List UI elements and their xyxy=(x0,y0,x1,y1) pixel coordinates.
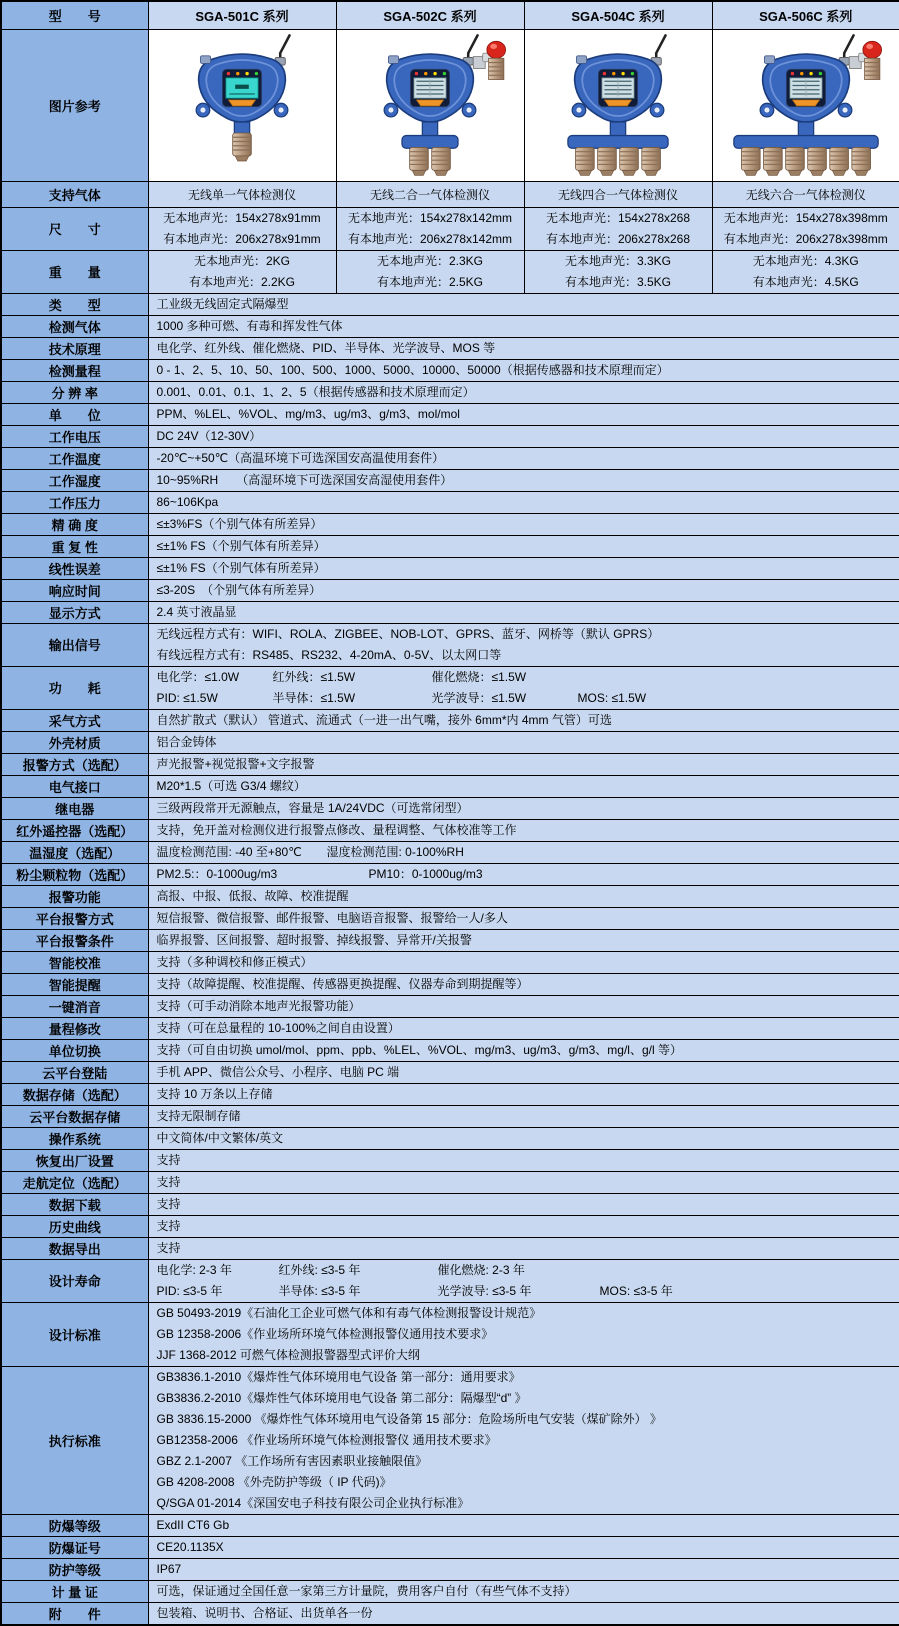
table-row xyxy=(1,513,899,535)
product-image-cell xyxy=(524,29,712,181)
dimension-cell xyxy=(148,207,336,250)
row-label-cell: 线性误差 xyxy=(1,557,148,579)
row-label-cell: 输出信号 xyxy=(1,623,148,666)
spec-value-cell xyxy=(148,666,899,709)
row-label-cell: 走航定位（选配） xyxy=(1,1171,148,1193)
table-row xyxy=(1,951,899,973)
model-header-cell: 型 号 xyxy=(1,1,148,29)
image-row-label-cell: 图片参考 xyxy=(1,29,148,181)
table-row xyxy=(1,491,899,513)
spec-value-cell xyxy=(148,1149,899,1171)
table-row xyxy=(1,1215,899,1237)
spec-line: PPM、%LEL、%VOL、mg/m3、ug/m3、g/m3、mol/mol xyxy=(156,406,460,421)
spec-line: GB3836.2-2010《爆炸性气体环境用电气设备 第二部分：隔爆型“d” 》 xyxy=(156,1390,527,1405)
spec-value-cell xyxy=(148,907,899,929)
spec-value-cell xyxy=(148,447,899,469)
table-row xyxy=(1,1017,899,1039)
spec-line: 临界报警、区间报警、超时报警、掉线报警、异常开/关报警 xyxy=(156,932,472,947)
table-row xyxy=(1,1514,899,1536)
row-label-cell: 单 位 xyxy=(1,403,148,425)
spec-line: M20*1.5（可选 G3/4 螺纹） xyxy=(156,778,306,793)
spec-line xyxy=(157,1260,892,1281)
row-label-cell: 电气接口 xyxy=(1,775,148,797)
spec-line: 支持（故障提醒、校准提醒、传感器更换提醒、仪器寿命到期提醒等） xyxy=(156,976,529,991)
row-label-cell: 重 量 xyxy=(1,250,148,293)
row-label-cell: 防护等级 xyxy=(1,1558,148,1580)
table-row xyxy=(1,1558,899,1580)
spec-line: 支持 xyxy=(156,1240,181,1255)
table-row xyxy=(1,1193,899,1215)
row-label-cell: 报警方式（选配） xyxy=(1,753,148,775)
table-row xyxy=(1,579,899,601)
spec-line: 支持 xyxy=(156,1196,181,1211)
row-label-cell: 云平台登陆 xyxy=(1,1061,148,1083)
spec-line: 支持（可手动消除本地声光报警功能） xyxy=(156,998,361,1013)
spec-line: 无本地声光：154x278x268 xyxy=(545,210,691,225)
row-label-cell: 报警功能 xyxy=(1,885,148,907)
spec-value-cell xyxy=(148,1536,899,1558)
spec-segment: 电化学: 2-3 年 xyxy=(156,1262,232,1277)
table-row xyxy=(1,929,899,951)
row-label-cell: 工作温度 xyxy=(1,447,148,469)
table-row xyxy=(1,1083,899,1105)
spec-segment: 红外线: ≤3-5 年 xyxy=(278,1262,361,1277)
row-label-cell: 工作电压 xyxy=(1,425,148,447)
table-row xyxy=(1,973,899,995)
spec-segment: 催化燃烧：≤1.5W xyxy=(431,669,527,684)
spec-line: 中文简体/中文繁体/英文 xyxy=(156,1130,284,1145)
table-row xyxy=(1,1366,899,1514)
spec-line: 有本地声光：4.5KG xyxy=(752,274,859,289)
row-label-cell: 精 确 度 xyxy=(1,513,148,535)
spec-value-cell xyxy=(148,995,899,1017)
weight-cell xyxy=(148,250,336,293)
spec-value-cell xyxy=(148,1193,899,1215)
spec-value-cell xyxy=(148,1366,899,1514)
spec-segment: PM2.5:：0-1000ug/m3 xyxy=(156,866,278,881)
spec-segment: 湿度检测范围: 0-100%RH xyxy=(326,844,464,859)
table-row xyxy=(1,907,899,929)
table-row xyxy=(1,359,899,381)
spec-value-cell xyxy=(148,491,899,513)
row-label-cell: 支持气体 xyxy=(1,181,148,207)
spec-line: 手机 APP、微信公众号、小程序、电脑 PC 端 xyxy=(156,1064,400,1079)
table-row xyxy=(1,207,899,250)
spec-value-cell xyxy=(148,1259,899,1302)
row-label-cell: 红外遥控器（选配） xyxy=(1,819,148,841)
spec-line: 无本地声光：154x278x91mm xyxy=(163,210,321,225)
spec-value-cell xyxy=(148,1039,899,1061)
spec-segment: 催化燃烧: 2-3 年 xyxy=(437,1262,525,1277)
spec-line xyxy=(157,667,892,688)
row-label-cell: 平台报警方式 xyxy=(1,907,148,929)
spec-segment: 温度检测范围: -40 至+80℃ xyxy=(156,844,302,859)
spec-segment xyxy=(578,667,892,688)
spec-line xyxy=(157,1281,892,1302)
spec-line: GB3836.1-2010《爆炸性气体环境用电气设备 第一部分：通用要求》 xyxy=(156,1369,521,1384)
spec-line: 0 - 1、2、5、10、50、100、500、1000、5000、10000、50000（根据传感器和技术原理而定） xyxy=(156,362,669,377)
table-row xyxy=(1,250,899,293)
spec-line: 无本地声光：2.3KG xyxy=(376,253,484,268)
spec-value-cell xyxy=(148,535,899,557)
spec-line: 三级两段常开无源触点，容量是 1A/24VDC（可选常闭型） xyxy=(156,800,469,815)
spec-line: CE20.1135X xyxy=(156,1539,224,1554)
spec-value-cell xyxy=(148,1017,899,1039)
row-label-cell: 类 型 xyxy=(1,293,148,315)
spec-segment: 光学波导: ≤3-5 年 xyxy=(437,1283,532,1298)
spec-line xyxy=(157,688,892,709)
row-label-cell: 一键消音 xyxy=(1,995,148,1017)
spec-value-cell xyxy=(148,381,899,403)
spec-value-cell xyxy=(148,819,899,841)
spec-segment: MOS: ≤1.5W xyxy=(577,690,647,705)
product-image-cell xyxy=(148,29,336,181)
spec-line: 2.4 英寸液晶显 xyxy=(156,604,237,619)
spec-value-cell xyxy=(148,1105,899,1127)
row-label-cell: 显示方式 xyxy=(1,601,148,623)
spec-value-cell xyxy=(148,1602,899,1625)
table-row xyxy=(1,403,899,425)
spec-value-cell xyxy=(148,1580,899,1602)
row-label-cell: 防爆证号 xyxy=(1,1536,148,1558)
table-row xyxy=(1,1259,899,1302)
spec-line: GBZ 2.1-2007 《工作场所有害因素职业接触限值》 xyxy=(156,1453,428,1468)
spec-line: GB12358-2006 《作业场所环境气体检测报警仪 通用技术要求》 xyxy=(156,1432,497,1447)
row-label-cell: 单位切换 xyxy=(1,1039,148,1061)
gas-detector-illustration xyxy=(342,32,518,178)
weight-cell xyxy=(712,250,899,293)
row-label-cell: 智能校准 xyxy=(1,951,148,973)
spec-value-cell xyxy=(148,315,899,337)
table-row xyxy=(1,1237,899,1259)
series-header-cell: SGA-502C 系列 xyxy=(336,1,524,29)
detector-type-cell: 无线四合一气体检测仪 xyxy=(524,181,712,207)
row-label-cell: 量程修改 xyxy=(1,1017,148,1039)
spec-value-cell xyxy=(148,359,899,381)
spec-value-cell xyxy=(148,425,899,447)
spec-value-cell xyxy=(148,293,899,315)
row-label-cell: 数据存储（选配） xyxy=(1,1083,148,1105)
spec-value-cell xyxy=(148,709,899,731)
weight-cell xyxy=(336,250,524,293)
spec-line: ExdII CT6 Gb xyxy=(156,1517,230,1532)
spec-line: 工业级无线固定式隔爆型 xyxy=(156,296,289,311)
spec-value-cell xyxy=(148,775,899,797)
row-label-cell: 重 复 性 xyxy=(1,535,148,557)
spec-line: 支持，免开盖对检测仪进行报警点修改、量程调整、气体校准等工作 xyxy=(156,822,517,837)
table-row xyxy=(1,623,899,666)
row-label-cell: 防爆等级 xyxy=(1,1514,148,1536)
table-row xyxy=(1,469,899,491)
row-label-cell: 温湿度（选配） xyxy=(1,841,148,863)
table-row xyxy=(1,1061,899,1083)
series-header-cell: SGA-506C 系列 xyxy=(712,1,899,29)
table-row xyxy=(1,797,899,819)
spec-value-cell xyxy=(148,403,899,425)
spec-line xyxy=(157,864,892,885)
row-label-cell: 工作压力 xyxy=(1,491,148,513)
table-row xyxy=(1,1302,899,1366)
spec-line: 有本地声光：2.5KG xyxy=(376,274,484,289)
spec-value-cell xyxy=(148,1558,899,1580)
series-header-cell: SGA-501C 系列 xyxy=(148,1,336,29)
table-row xyxy=(1,29,899,181)
spec-value-cell xyxy=(148,1302,899,1366)
spec-line: Q/SGA 01-2014《深国安电子科技有限公司企业执行标准》 xyxy=(156,1495,470,1510)
table-row xyxy=(1,1039,899,1061)
row-label-cell: 数据导出 xyxy=(1,1237,148,1259)
spec-segment: 光学波导：≤1.5W xyxy=(431,690,527,705)
spec-segment: MOS: ≤3-5 年 xyxy=(599,1283,673,1298)
gas-detector-illustration xyxy=(154,32,330,178)
spec-line: -20℃~+50℃（高温环境下可选深国安高温使用套件） xyxy=(156,450,445,465)
gas-detector-illustration xyxy=(530,32,706,178)
spec-value-cell xyxy=(148,885,899,907)
spec-line: 声光报警+视觉报警+文字报警 xyxy=(156,756,315,771)
spec-value-cell xyxy=(148,1215,899,1237)
table-row xyxy=(1,1149,899,1171)
row-label-cell: 采气方式 xyxy=(1,709,148,731)
spec-value-cell xyxy=(148,841,899,863)
spec-table-body xyxy=(1,1,899,1625)
table-row xyxy=(1,181,899,207)
row-label-cell: 设计寿命 xyxy=(1,1259,148,1302)
row-label-cell: 功 耗 xyxy=(1,666,148,709)
table-row xyxy=(1,293,899,315)
spec-value-cell xyxy=(148,1514,899,1536)
spec-value-cell xyxy=(148,951,899,973)
spec-line: 支持 xyxy=(156,1152,181,1167)
spec-line: ≤±1% FS（个别气体有所差异） xyxy=(156,560,326,575)
spec-line: 无本地声光：3.3KG xyxy=(564,253,672,268)
table-row xyxy=(1,381,899,403)
row-label-cell: 云平台数据存储 xyxy=(1,1105,148,1127)
product-image-cell xyxy=(712,29,899,181)
spec-segment: 半导体: ≤3-5 年 xyxy=(278,1283,361,1298)
spec-line: 无本地声光：154x278x398mm xyxy=(723,210,888,225)
spec-line: JJF 1368-2012 可燃气体检测报警器型式评价大纲 xyxy=(156,1347,420,1362)
spec-line: 无线远程方式有：WIFI、ROLA、ZIGBEE、NOB-LOT、GPRS、蓝牙、网桥等（默认 GPRS） xyxy=(156,626,660,641)
table-row xyxy=(1,1105,899,1127)
spec-line: ≤±1% FS（个别气体有所差异） xyxy=(156,538,326,553)
spec-line: 有本地声光：206x278x91mm xyxy=(163,231,321,246)
spec-value-cell xyxy=(148,513,899,535)
table-row xyxy=(1,1171,899,1193)
spec-value-cell xyxy=(148,973,899,995)
row-label-cell: 工作湿度 xyxy=(1,469,148,491)
spec-value-cell xyxy=(148,1127,899,1149)
row-label-cell: 执行标准 xyxy=(1,1366,148,1514)
spec-line: 自然扩散式（默认） 管道式、流通式（一进一出气嘴，接外 6mm*内 4mm 气管）可选 xyxy=(156,712,612,727)
gas-detector-illustration xyxy=(718,32,894,178)
row-label-cell: 操作系统 xyxy=(1,1127,148,1149)
row-label-cell: 恢复出厂设置 xyxy=(1,1149,148,1171)
table-row xyxy=(1,535,899,557)
spec-line: DC 24V（12-30V） xyxy=(156,428,262,443)
spec-line: 支持（可在总量程的 10-100%之间自由设置） xyxy=(156,1020,400,1035)
spec-line: 有线远程方式有：RS485、RS232、4-20mA、0-5V、以太网口等 xyxy=(156,647,502,662)
spec-value-cell xyxy=(148,753,899,775)
table-row xyxy=(1,863,899,885)
spec-line: 包装箱、说明书、合格证、出货单各一份 xyxy=(156,1605,373,1620)
spec-value-cell xyxy=(148,731,899,753)
dimension-cell xyxy=(712,207,899,250)
spec-line: ≤3-20S （个别气体有所差异） xyxy=(156,582,322,597)
table-row xyxy=(1,753,899,775)
spec-line: 支持（可自由切换 umol/mol、ppm、ppb、%LEL、%VOL、mg/m3、ug/m3、g/m3、mg/l、g/l 等） xyxy=(156,1042,682,1057)
spec-value-cell xyxy=(148,863,899,885)
spec-line: 支持 xyxy=(156,1174,181,1189)
spec-line: IP67 xyxy=(156,1561,182,1576)
spec-line: 短信报警、微信报警、邮件报警、电脑语音报警、报警给一人/多人 xyxy=(156,910,508,925)
spec-line: 0.001、0.01、0.1、1、2、5（根据传感器和技术原理而定） xyxy=(156,384,475,399)
table-row xyxy=(1,447,899,469)
row-label-cell: 附 件 xyxy=(1,1602,148,1625)
row-label-cell: 数据下载 xyxy=(1,1193,148,1215)
spec-value-cell xyxy=(148,623,899,666)
spec-line: 有本地声光：3.5KG xyxy=(564,274,672,289)
spec-line: 有本地声光：2.2KG xyxy=(188,274,296,289)
table-row xyxy=(1,841,899,863)
spec-line: 支持 10 万条以上存储 xyxy=(156,1086,273,1101)
spec-value-cell xyxy=(148,797,899,819)
table-row xyxy=(1,557,899,579)
spec-line: 无本地声光：4.3KG xyxy=(752,253,859,268)
table-row xyxy=(1,1580,899,1602)
spec-value-cell xyxy=(148,1171,899,1193)
spec-line: 有本地声光：206x278x398mm xyxy=(723,231,888,246)
spec-line: 1000 多种可燃、有毒和挥发性气体 xyxy=(156,318,343,333)
spec-line: GB 12358-2006《作业场所环境气体检测报警仪通用技术要求》 xyxy=(156,1326,494,1341)
row-label-cell: 检测气体 xyxy=(1,315,148,337)
spec-line: GB 4208-2008 《外壳防护等级（ IP 代码)》 xyxy=(156,1474,392,1489)
row-label-cell: 设计标准 xyxy=(1,1302,148,1366)
table-row xyxy=(1,425,899,447)
spec-segment: PID: ≤3-5 年 xyxy=(156,1283,223,1298)
table-row xyxy=(1,885,899,907)
spec-value-cell xyxy=(148,1061,899,1083)
weight-cell xyxy=(524,250,712,293)
spec-value-cell xyxy=(148,337,899,359)
spec-segment: 半导体：≤1.5W xyxy=(272,690,356,705)
detector-type-cell: 无线六合一气体检测仪 xyxy=(712,181,899,207)
row-label-cell: 智能提醒 xyxy=(1,973,148,995)
spec-line: 电化学、红外线、催化燃烧、PID、半导体、光学波导、MOS 等 xyxy=(156,340,496,355)
detector-type-cell: 无线单一气体检测仪 xyxy=(148,181,336,207)
spec-line: 无本地声光：2KG xyxy=(193,253,290,268)
row-label-cell: 分 辨 率 xyxy=(1,381,148,403)
table-row xyxy=(1,666,899,709)
spec-segment: PM10：0-1000ug/m3 xyxy=(368,866,483,881)
table-row xyxy=(1,731,899,753)
spec-line xyxy=(157,842,892,863)
row-label-cell: 平台报警条件 xyxy=(1,929,148,951)
spec-segment: 红外线：≤1.5W xyxy=(272,669,356,684)
spec-line: 10~95%RH （高湿环境下可选深国安高湿使用套件） xyxy=(156,472,453,487)
table-row xyxy=(1,709,899,731)
spec-line: 无本地声光：154x278x142mm xyxy=(347,210,513,225)
detector-type-cell: 无线二合一气体检测仪 xyxy=(336,181,524,207)
spec-line: 支持 xyxy=(156,1218,181,1233)
spec-line: 支持无限制存储 xyxy=(156,1108,241,1123)
row-label-cell: 计 量 证 xyxy=(1,1580,148,1602)
row-label-cell: 外壳材质 xyxy=(1,731,148,753)
spec-value-cell xyxy=(148,1083,899,1105)
table-row xyxy=(1,337,899,359)
table-row xyxy=(1,1127,899,1149)
row-label-cell: 尺 寸 xyxy=(1,207,148,250)
spec-line: 86~106Kpa xyxy=(156,494,219,509)
row-label-cell: 响应时间 xyxy=(1,579,148,601)
dimension-cell xyxy=(524,207,712,250)
spec-line: 有本地声光：206x278x142mm xyxy=(347,231,513,246)
spec-segment: 电化学：≤1.0W xyxy=(156,669,240,684)
table-row xyxy=(1,819,899,841)
spec-value-cell xyxy=(148,929,899,951)
spec-value-cell xyxy=(148,557,899,579)
table-row xyxy=(1,315,899,337)
table-row xyxy=(1,1,899,29)
spec-segment xyxy=(600,1260,892,1281)
spec-value-cell xyxy=(148,1237,899,1259)
table-row xyxy=(1,775,899,797)
row-label-cell: 检测量程 xyxy=(1,359,148,381)
table-row xyxy=(1,1536,899,1558)
spec-line: GB 3836.15-2000 《爆炸性气体环境用电气设备第 15 部分：危险场所电气安装（煤矿除外） 》 xyxy=(156,1411,662,1426)
table-row xyxy=(1,1602,899,1625)
row-label-cell: 历史曲线 xyxy=(1,1215,148,1237)
series-header-cell: SGA-504C 系列 xyxy=(524,1,712,29)
row-label-cell: 继电器 xyxy=(1,797,148,819)
table-row xyxy=(1,601,899,623)
spec-value-cell xyxy=(148,579,899,601)
spec-line: 铝合金铸体 xyxy=(156,734,217,749)
row-label-cell: 粉尘颗粒物（选配） xyxy=(1,863,148,885)
product-image-cell xyxy=(336,29,524,181)
spec-value-cell xyxy=(148,469,899,491)
spec-line: ≤±3%FS（个别气体有所差异） xyxy=(156,516,323,531)
spec-line: 有本地声光：206x278x268 xyxy=(545,231,691,246)
spec-segment: PID: ≤1.5W xyxy=(156,690,218,705)
spec-value-cell xyxy=(148,601,899,623)
table-row xyxy=(1,995,899,1017)
spec-line: GB 50493-2019《石油化工企业可燃气体和有毒气体检测报警设计规范》 xyxy=(156,1305,542,1320)
spec-line: 支持（多种调校和修正模式） xyxy=(156,954,313,969)
spec-line: 高报、中报、低报、故障、校准提醒 xyxy=(156,888,349,903)
dimension-cell xyxy=(336,207,524,250)
spec-line: 可选，保证通过全国任意一家第三方计量院，费用客户自付（有些气体不支持） xyxy=(156,1583,577,1598)
row-label-cell: 技术原理 xyxy=(1,337,148,359)
